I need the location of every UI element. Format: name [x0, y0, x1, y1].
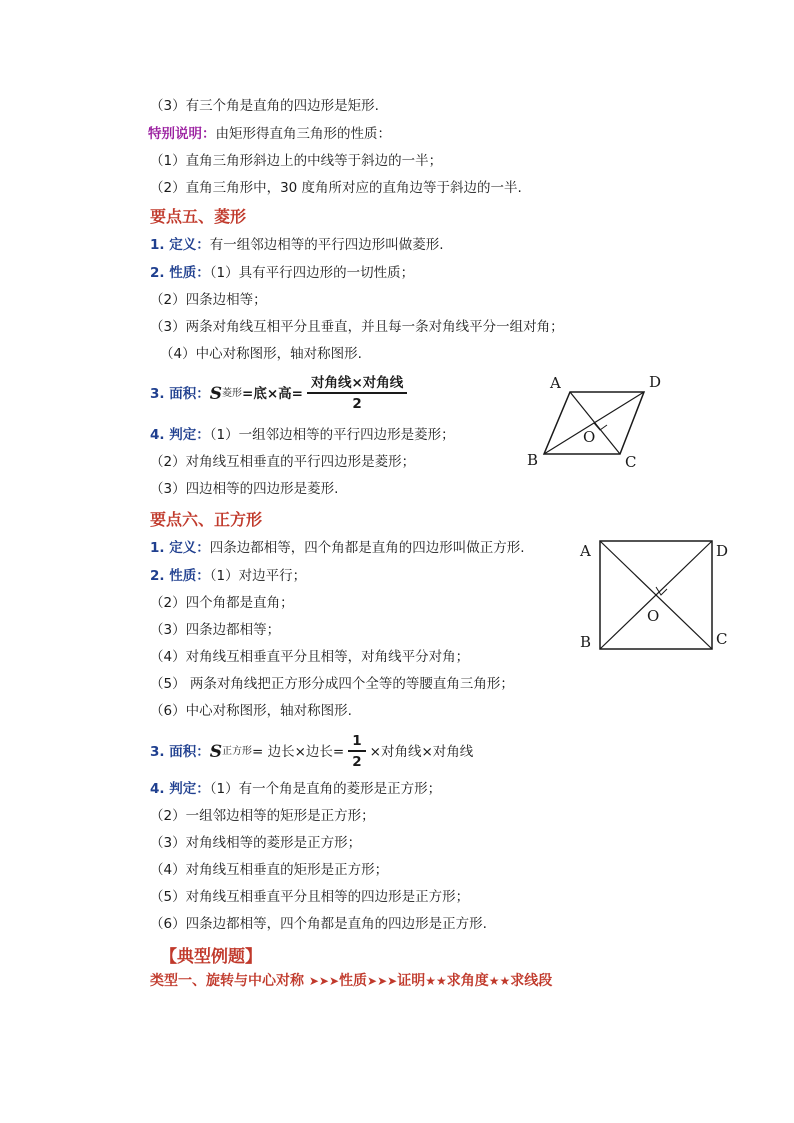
- area-label: 3. 面积：: [150, 744, 210, 760]
- label-d: D: [649, 373, 662, 391]
- square-definition: [150, 538, 525, 558]
- label-b: B: [527, 451, 539, 469]
- area-subscript: 正方形: [222, 746, 253, 757]
- def-label: 1. 定义：: [150, 540, 210, 556]
- prop-text: （1）具有平行四边形的一切性质；: [209, 265, 415, 281]
- arrow-icon: ➤➤➤: [308, 974, 340, 988]
- type-one-title: 类型一、旋转与中心对称: [150, 973, 304, 989]
- fraction-numerator: 1: [348, 732, 365, 752]
- def-text: 四条边都相等，四个角都是直角的四边形叫做正方形.: [209, 540, 525, 556]
- square-property-6: （6）中心对称图形，轴对称图形.: [150, 703, 352, 719]
- area-fraction: [307, 374, 407, 414]
- square-judge-4: （4）对角线互相垂直的矩形是正方形；: [150, 862, 389, 878]
- square-judge-6: （6）四条边都相等，四个角都是直角的四边形是正方形.: [150, 916, 487, 932]
- rhombus-judge-3: （3）四边相等的四边形是菱形.: [150, 481, 339, 497]
- star-icon: ★★: [425, 974, 447, 988]
- judge-text: （1）有一个角是直角的菱形是正方形；: [209, 781, 442, 797]
- rhombus-property-3: （3）两条对角线互相平分且垂直，并且每一条对角线平分一组对角；: [150, 319, 564, 335]
- label-c: C: [625, 453, 637, 471]
- square-property-1: [150, 566, 306, 586]
- square-property-4: （4）对角线互相垂直平分且相等，对角线平分对角；: [150, 649, 470, 665]
- rect-judge-3: （3）有三个角是直角的四边形是矩形.: [150, 98, 379, 114]
- label-d: D: [716, 542, 729, 560]
- section-heading-rhombus: 要点五、菱形: [150, 207, 247, 226]
- prop-text: （1）对边平行；: [209, 568, 307, 584]
- type-one-seg-property: 性质: [339, 973, 368, 989]
- examples-heading: 【典型例题】: [160, 947, 262, 967]
- judge-label: 4. 判定：: [150, 427, 210, 443]
- rhombus-property-2: （2）四条边相等；: [150, 292, 267, 308]
- def-label: 1. 定义：: [150, 237, 210, 253]
- square-property-5: （5） 两条对角线把正方形分成四个全等的等腰直角三角形；: [150, 676, 514, 692]
- area-label: 3. 面积：: [150, 386, 210, 402]
- rhombus-judge-1: [150, 425, 455, 445]
- arrow-icon: ➤➤➤: [367, 974, 398, 988]
- type-one-seg-proof: 证明: [397, 973, 426, 989]
- def-text: 有一组邻边相等的平行四边形叫做菱形.: [209, 237, 444, 253]
- type-one-seg-segment: 求线段: [510, 973, 553, 989]
- type-one-seg-angle: 求角度: [446, 973, 489, 989]
- special-note-label: 特别说明：: [148, 126, 216, 142]
- rhombus-property-1: [150, 263, 414, 283]
- judge-label: 4. 判定：: [150, 781, 210, 797]
- rhombus-judge-2: （2）对角线互相垂直的平行四边形是菱形；: [150, 454, 416, 470]
- label-a: A: [580, 542, 591, 560]
- square-property-3: （3）四条边都相等；: [150, 622, 281, 638]
- type-one-heading: [150, 970, 552, 990]
- section-heading-square: 要点六、正方形: [150, 510, 263, 529]
- prop-label: 2. 性质：: [150, 568, 210, 584]
- prop-label: 2. 性质：: [150, 265, 210, 281]
- area-subscript: 菱形: [222, 388, 243, 399]
- label-o: O: [583, 428, 596, 446]
- area-symbol: S: [209, 384, 223, 404]
- square-area-formula: [150, 732, 473, 772]
- rhombus-figure: [520, 372, 670, 472]
- special-note: [148, 124, 391, 144]
- star-icon: ★★: [488, 974, 511, 988]
- rhombus-definition: [150, 235, 444, 255]
- area-fraction: [348, 732, 365, 772]
- fraction-denominator: 2: [352, 396, 362, 412]
- fraction-numerator: 对角线×对角线: [307, 374, 407, 394]
- fraction-denominator: 2: [352, 754, 362, 770]
- label-b: B: [580, 633, 592, 651]
- area-symbol: S: [209, 742, 223, 762]
- note-item: （2）直角三角形中，30 度角所对应的直角边等于斜边的一半.: [150, 180, 522, 196]
- area-expression: =底×高=: [242, 386, 303, 402]
- label-a: A: [550, 374, 561, 392]
- square-property-2: （2）四个角都是直角；: [150, 595, 294, 611]
- judge-text: （1）一组邻边相等的平行四边形是菱形；: [209, 427, 455, 443]
- rhombus-property-4: （4）中心对称图形，轴对称图形.: [160, 346, 362, 362]
- label-c: C: [716, 630, 728, 648]
- area-expression: = 边长×边长=: [252, 744, 345, 760]
- area-tail: ×对角线×对角线: [369, 744, 474, 760]
- rhombus-area-formula: [150, 374, 411, 414]
- label-o: O: [647, 607, 660, 625]
- special-note-text: 由矩形得直角三角形的性质：: [215, 126, 391, 142]
- square-judge-1: [150, 779, 441, 799]
- square-judge-2: （2）一组邻边相等的矩形是正方形；: [150, 808, 375, 824]
- note-item: （1）直角三角形斜边上的中线等于斜边的一半；: [150, 153, 443, 169]
- square-figure: [575, 536, 735, 656]
- square-judge-3: （3）对角线相等的菱形是正方形；: [150, 835, 362, 851]
- square-judge-5: （5）对角线互相垂直平分且相等的四边形是正方形；: [150, 889, 470, 905]
